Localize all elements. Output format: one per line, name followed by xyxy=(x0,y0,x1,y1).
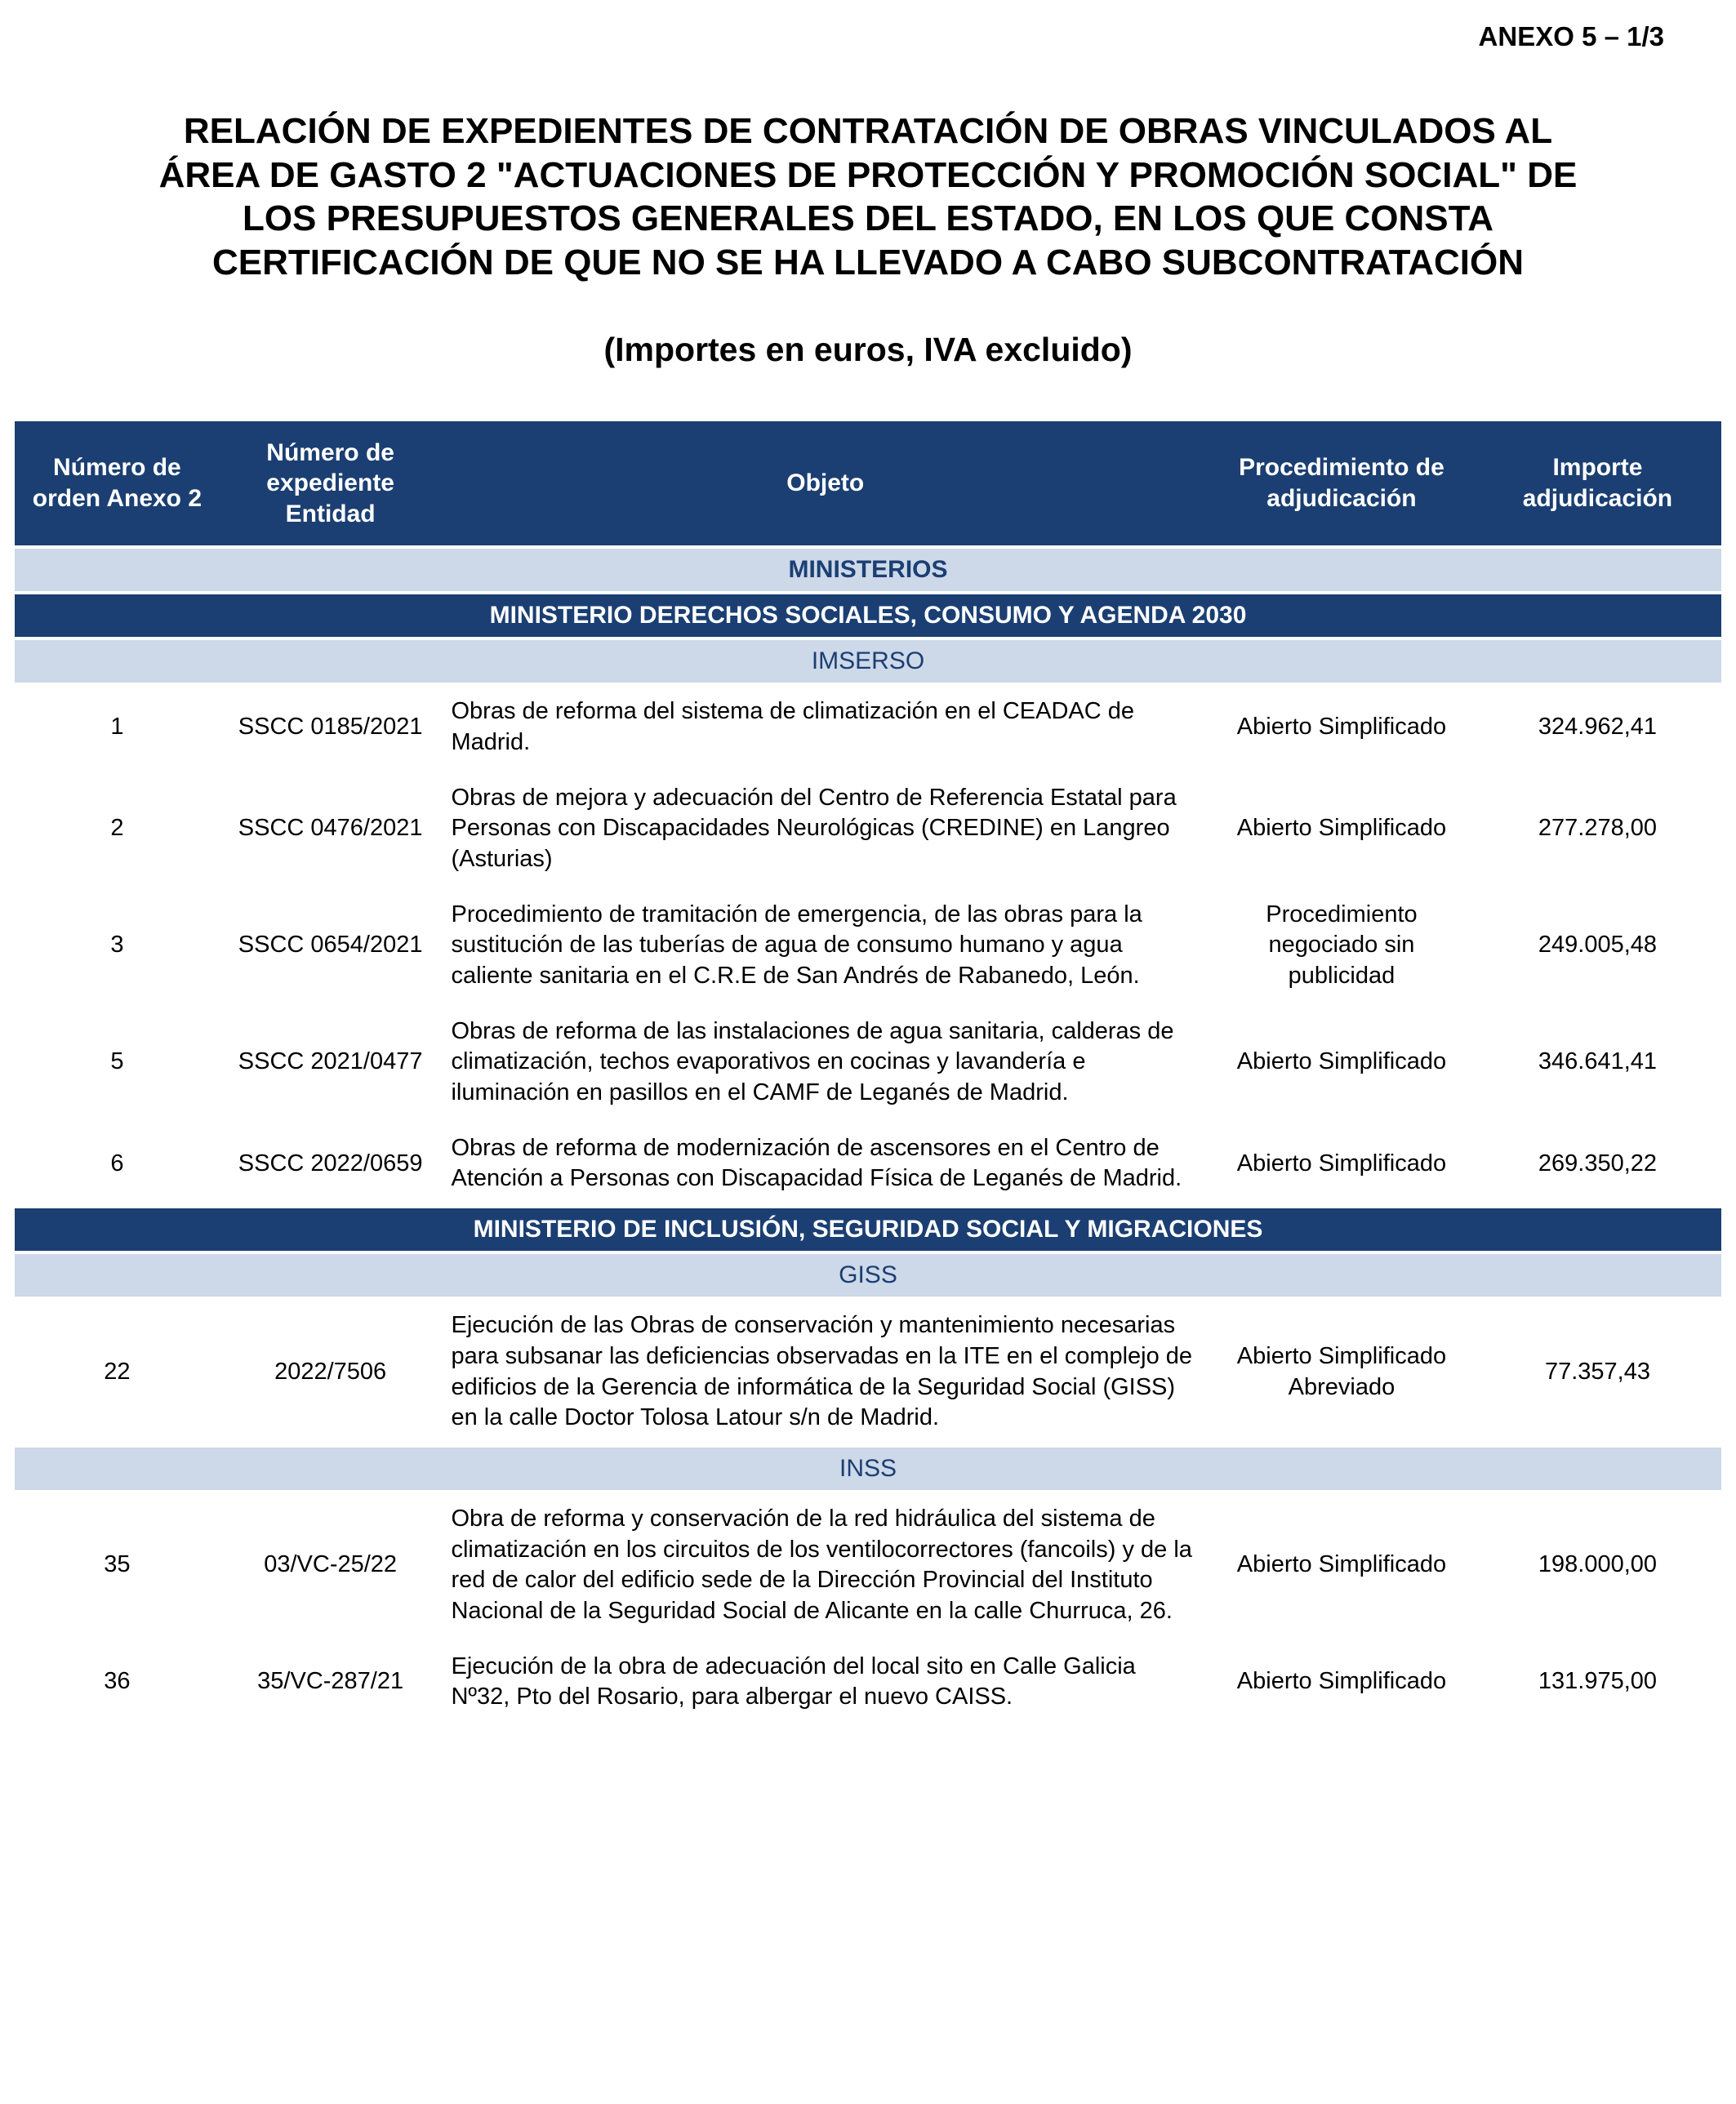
section-row xyxy=(15,1448,1721,1490)
title-line: RELACIÓN DE EXPEDIENTES DE CONTRATACIÓN DE OBRAS VINCULADOS AL xyxy=(183,111,1553,151)
cell-expediente: SSCC 0654/2021 xyxy=(220,889,442,1003)
annex-label: ANEXO 5 – 1/3 xyxy=(1478,21,1664,51)
cell-orden: 3 xyxy=(15,889,220,1003)
cell-orden: 36 xyxy=(15,1641,220,1724)
cell-procedimiento: Procedimiento negociado sin publicidad xyxy=(1209,889,1474,1003)
title-line: CERTIFICACIÓN DE QUE NO SE HA LLEVADO A CABO SUBCONTRATACIÓN xyxy=(212,242,1524,283)
cell-objeto: Ejecución de la obra de adecuación del local sito en Calle Galicia Nº32, Pto del Rosario, para albergar el nuevo CAISS. xyxy=(441,1641,1209,1724)
column-header: Procedimiento de adjudicación xyxy=(1209,421,1474,546)
section-row xyxy=(15,640,1721,683)
cell-importe: 269.350,22 xyxy=(1474,1123,1721,1205)
table-row xyxy=(15,1006,1721,1119)
cell-procedimiento: Abierto Simplificado xyxy=(1209,1123,1474,1205)
cell-procedimiento: Abierto Simplificado xyxy=(1209,1006,1474,1119)
cell-importe: 277.278,00 xyxy=(1474,772,1721,886)
cell-importe: 346.641,41 xyxy=(1474,1006,1721,1119)
cell-orden: 5 xyxy=(15,1006,220,1119)
table-header-row xyxy=(15,421,1721,546)
section-row xyxy=(15,549,1721,591)
cell-expediente: 2022/7506 xyxy=(220,1300,442,1444)
cell-procedimiento: Abierto Simplificado xyxy=(1209,1493,1474,1638)
cell-objeto: Obras de reforma de modernización de ascensores en el Centro de Atención a Personas con Discapacidad Física de Leganés de Madrid. xyxy=(441,1123,1209,1205)
table-row xyxy=(15,889,1721,1003)
table-row xyxy=(15,1123,1721,1205)
cell-expediente: 03/VC-25/22 xyxy=(220,1493,442,1638)
table-body xyxy=(15,549,1721,1724)
cell-orden: 2 xyxy=(15,772,220,886)
table-row xyxy=(15,1641,1721,1724)
column-header: Importe adjudicación xyxy=(1474,421,1721,546)
cell-importe: 249.005,48 xyxy=(1474,889,1721,1003)
cell-procedimiento: Abierto Simplificado xyxy=(1209,686,1474,768)
column-header: Objeto xyxy=(441,421,1209,546)
cell-importe: 131.975,00 xyxy=(1474,1641,1721,1724)
cell-objeto: Ejecución de las Obras de conservación y mantenimiento necesarias para subsanar las deficiencias observadas en la ITE en el complejo de edificios de la Gerencia de informática de la Seguridad Social (GISS) en la calle Doctor Tolosa Latour s/n de Madrid. xyxy=(441,1300,1209,1444)
page-subtitle: (Importes en euros, IVA excluido) xyxy=(603,330,1133,368)
records-table xyxy=(15,418,1721,1727)
cell-procedimiento: Abierto Simplificado xyxy=(1209,1641,1474,1724)
section-label: IMSERSO xyxy=(15,640,1721,683)
table-row xyxy=(15,686,1721,768)
section-label: INSS xyxy=(15,1448,1721,1490)
cell-orden: 35 xyxy=(15,1493,220,1638)
cell-objeto: Procedimiento de tramitación de emergencia, de las obras para la sustitución de las tuberías de agua de consumo humano y agua caliente sanitaria en el C.R.E de San Andrés de Rabanedo, León. xyxy=(441,889,1209,1003)
cell-objeto: Obras de mejora y adecuación del Centro de Referencia Estatal para Personas con Discapacidades Neurológicas (CREDINE) en Langreo (Asturias) xyxy=(441,772,1209,886)
cell-orden: 22 xyxy=(15,1300,220,1444)
cell-expediente: SSCC 0185/2021 xyxy=(220,686,442,768)
section-label: MINISTERIO DE INCLUSIÓN, SEGURIDAD SOCIAL Y MIGRACIONES xyxy=(15,1208,1721,1251)
cell-procedimiento: Abierto Simplificado Abreviado xyxy=(1209,1300,1474,1444)
cell-objeto: Obras de reforma de las instalaciones de agua sanitaria, calderas de climatización, techos evaporativos en cocinas y lavandería e iluminación en pasillos en el CAMF de Leganés de Madrid. xyxy=(441,1006,1209,1119)
section-row xyxy=(15,1254,1721,1297)
section-label: GISS xyxy=(15,1254,1721,1297)
cell-expediente: SSCC 0476/2021 xyxy=(220,772,442,886)
cell-importe: 198.000,00 xyxy=(1474,1493,1721,1638)
page-title xyxy=(0,109,1736,285)
cell-orden: 6 xyxy=(15,1123,220,1205)
cell-objeto: Obra de reforma y conservación de la red hidráulica del sistema de climatización en los circuitos de los ventilocorrectores (fancoils) y de la red de calor del edificio sede de la Dirección Provincial del Instituto Nacional de la Seguridad Social de Alicante en la calle Churruca, 26. xyxy=(441,1493,1209,1638)
cell-expediente: SSCC 2022/0659 xyxy=(220,1123,442,1205)
column-header: Número de expediente Entidad xyxy=(220,421,442,546)
cell-expediente: SSCC 2021/0477 xyxy=(220,1006,442,1119)
cell-procedimiento: Abierto Simplificado xyxy=(1209,772,1474,886)
section-label: MINISTERIOS xyxy=(15,549,1721,591)
cell-expediente: 35/VC-287/21 xyxy=(220,1641,442,1724)
column-header: Número de orden Anexo 2 xyxy=(15,421,220,546)
section-row xyxy=(15,1208,1721,1251)
title-line: LOS PRESUPUESTOS GENERALES DEL ESTADO, EN LOS QUE CONSTA xyxy=(242,198,1494,239)
section-label: MINISTERIO DERECHOS SOCIALES, CONSUMO Y AGENDA 2030 xyxy=(15,594,1721,637)
cell-orden: 1 xyxy=(15,686,220,768)
title-line: ÁREA DE GASTO 2 "ACTUACIONES DE PROTECCIÓN Y PROMOCIÓN SOCIAL" DE xyxy=(158,154,1578,195)
table-row xyxy=(15,1493,1721,1638)
cell-importe: 77.357,43 xyxy=(1474,1300,1721,1444)
table-row xyxy=(15,772,1721,886)
section-row xyxy=(15,594,1721,637)
table-head xyxy=(15,421,1721,546)
table-row xyxy=(15,1300,1721,1444)
cell-objeto: Obras de reforma del sistema de climatización en el CEADAC de Madrid. xyxy=(441,686,1209,768)
cell-importe: 324.962,41 xyxy=(1474,686,1721,768)
